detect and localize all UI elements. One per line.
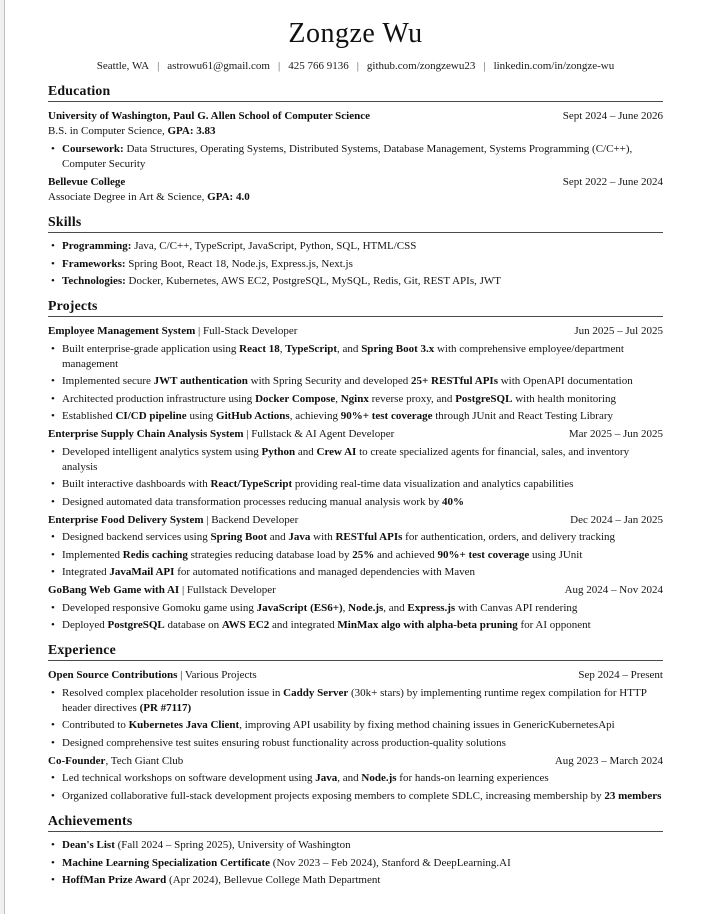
entry-bullet-list xyxy=(48,239,663,289)
entry-title: University of Washington, Paul G. Allen School of Computer Science xyxy=(48,110,370,122)
entry-bullet-list xyxy=(48,342,663,425)
contact-item: 425 766 9136 xyxy=(288,60,349,72)
bullet-item: • Frameworks: Spring Boot, React 18, Node.js, Express.js, Next.js xyxy=(48,257,663,272)
bullet-item: • Built interactive dashboards with React/TypeScript providing real-time data visualization and analytics capabilities xyxy=(48,477,663,492)
bullet-item: • Programming: Java, C/C++, TypeScript, JavaScript, Python, SQL, HTML/CSS xyxy=(48,239,663,254)
bullet-item: • Deployed PostgreSQL database on AWS EC2 and integrated MinMax algo with alpha-beta pruning for AI opponent xyxy=(48,618,663,633)
entry-date: Sept 2022 – June 2024 xyxy=(562,175,663,188)
bullet-item: • Designed comprehensive test suites ensuring robust functionality across production-quality solutions xyxy=(48,736,663,751)
section-entries xyxy=(48,661,663,804)
entry-date: Mar 2025 – Jun 2025 xyxy=(568,428,663,440)
entry-header-row xyxy=(48,754,663,769)
section-entries xyxy=(48,832,663,889)
entry-bullet-list xyxy=(48,771,663,804)
contact-item: linkedin.com/in/zongze-wu xyxy=(493,60,615,72)
entry-title: Co-Founder, Tech Giant Club xyxy=(48,754,184,767)
entry-header-row xyxy=(48,175,663,190)
bullet-item: • Established CI/CD pipeline using GitHub Actions, achieving 90%+ test coverage through JUnit and React Testing Library xyxy=(48,409,663,424)
entry-header-row xyxy=(48,324,663,339)
bullet-item: • Developed responsive Gomoku game using JavaScript (ES6+), Node.js, and Express.js with Canvas API rendering xyxy=(48,601,663,616)
entry-header-row xyxy=(48,109,663,124)
resume-entry xyxy=(48,175,663,205)
resume-name: Zongze Wu xyxy=(288,18,423,49)
bullet-item: • Led technical workshops on software development using Java, and Node.js for hands-on learning experiences xyxy=(48,771,663,786)
entry-date: Jun 2025 – Jul 2025 xyxy=(574,325,663,337)
resume-section xyxy=(48,642,663,804)
resume-entry xyxy=(48,754,663,804)
resume-entry xyxy=(48,324,663,424)
entry-date: Sept 2024 – June 2026 xyxy=(562,110,663,122)
contact-separator: | xyxy=(483,60,486,72)
entry-bullet-list xyxy=(48,530,663,580)
contact-item: astrowu61@gmail.com xyxy=(167,60,270,72)
bullet-item: • Organized collaborative full-stack development projects exposing members to complete SDLC, increasing membership by 23 members xyxy=(48,789,663,804)
resume-section xyxy=(48,214,663,290)
entry-header-row xyxy=(48,427,663,442)
bullet-item: • Dean's List (Fall 2024 – Spring 2025), University of Washington xyxy=(48,838,663,853)
section-title: Experience xyxy=(48,642,663,661)
bullet-item: • Contributed to Kubernetes Java Client, improving API usability by fixing method chaining issues in GenericKubernetesApi xyxy=(48,718,663,733)
bullet-item: • Architected production infrastructure using Docker Compose, Nginx reverse proxy, and PostgreSQL with health monitoring xyxy=(48,392,663,407)
entry-bullet-list xyxy=(48,445,663,510)
resume-section xyxy=(48,83,663,205)
bullet-item: • Implemented Redis caching strategies reducing database load by 25% and achieved 90%+ test coverage using JUnit xyxy=(48,548,663,563)
entry-subtitle: Associate Degree in Art & Science, GPA: 4.0 xyxy=(48,190,250,203)
bullet-item: • Developed intelligent analytics system using Python and Crew AI to create specialized agents for financial, sales, and inventory analysis xyxy=(48,445,663,475)
entry-title: Employee Management System | Full-Stack Developer xyxy=(48,325,298,337)
resume-entry xyxy=(48,513,663,581)
entry-date: Sep 2024 – Present xyxy=(578,669,663,681)
bullet-item: • HoffMan Prize Award (Apr 2024), Bellevue College Math Department xyxy=(48,873,663,888)
section-entries xyxy=(48,317,663,633)
bullet-item: • Resolved complex placeholder resolution issue in Caddy Server (30k+ stars) by implementing runtime regex compilation for HTTP header directives (PR #7117) xyxy=(48,686,663,716)
section-title: Education xyxy=(48,83,663,102)
bullet-item: • Implemented secure JWT authentication with Spring Security and developed 25+ RESTful APIs with OpenAPI documentation xyxy=(48,374,663,389)
entry-bullet-list xyxy=(48,601,663,634)
resume-entry xyxy=(48,427,663,510)
entry-bullet-list xyxy=(48,686,663,751)
entry-title: Open Source Contributions | Various Projects xyxy=(48,669,257,681)
section-entries xyxy=(48,233,663,290)
entry-title: GoBang Web Game with AI | Fullstack Developer xyxy=(48,584,276,596)
contact-item: Seattle, WA xyxy=(96,60,150,72)
entry-date: Aug 2024 – Nov 2024 xyxy=(564,584,663,596)
section-title: Skills xyxy=(48,214,663,233)
entry-subtitle: B.S. in Computer Science, GPA: 3.83 xyxy=(48,125,216,137)
entry-date: Aug 2023 – March 2024 xyxy=(554,754,663,767)
contact-item: github.com/zongzewu23 xyxy=(366,60,476,72)
resume-section xyxy=(48,298,663,633)
resume-entry xyxy=(48,838,663,888)
section-entries xyxy=(48,102,663,205)
section-title: Achievements xyxy=(48,813,663,832)
entry-title: Bellevue College xyxy=(48,175,126,188)
page-edge-line xyxy=(0,0,5,914)
resume-entry xyxy=(48,239,663,289)
contact-line xyxy=(48,59,663,74)
resume-entry xyxy=(48,109,663,172)
entry-header-row xyxy=(48,668,663,683)
resume-content xyxy=(48,0,663,888)
bullet-item: • Technologies: Docker, Kubernetes, AWS EC2, PostgreSQL, MySQL, Redis, Git, REST APIs, JWT xyxy=(48,274,663,289)
resume-section xyxy=(48,813,663,889)
entry-bullet-list xyxy=(48,838,663,888)
resume-entry xyxy=(48,583,663,633)
section-title: Projects xyxy=(48,298,663,317)
bullet-item: • Designed backend services using Spring Boot and Java with RESTful APIs for authentication, orders, and delivery tracking xyxy=(48,530,663,545)
bullet-item: • Coursework: Data Structures, Operating Systems, Distributed Systems, Database Management, Systems Programming (C/C++), Computer Security xyxy=(48,142,663,172)
resume-entry xyxy=(48,668,663,751)
entry-date: Dec 2024 – Jan 2025 xyxy=(570,513,663,526)
contact-separator: | xyxy=(157,60,160,72)
bullet-item: • Designed automated data transformation processes reducing manual analysis work by 40% xyxy=(48,495,663,510)
bullet-item: • Built enterprise-grade application using React 18, TypeScript, and Spring Boot 3.x with comprehensive employee/department management xyxy=(48,342,663,372)
entry-title: Enterprise Food Delivery System | Backend Developer xyxy=(48,513,299,526)
entry-title: Enterprise Supply Chain Analysis System | Fullstack & AI Agent Developer xyxy=(48,428,395,440)
entry-header-row xyxy=(48,513,663,528)
entry-header-row xyxy=(48,583,663,598)
entry-bullet-list xyxy=(48,142,663,172)
resume-sections xyxy=(48,83,663,888)
bullet-item: • Machine Learning Specialization Certificate (Nov 2023 – Feb 2024), Stanford & DeepLearning.AI xyxy=(48,856,663,871)
contact-separator: | xyxy=(356,60,359,72)
bullet-item: • Integrated JavaMail API for automated notifications and managed dependencies with Maven xyxy=(48,565,663,580)
contact-separator: | xyxy=(278,60,281,72)
